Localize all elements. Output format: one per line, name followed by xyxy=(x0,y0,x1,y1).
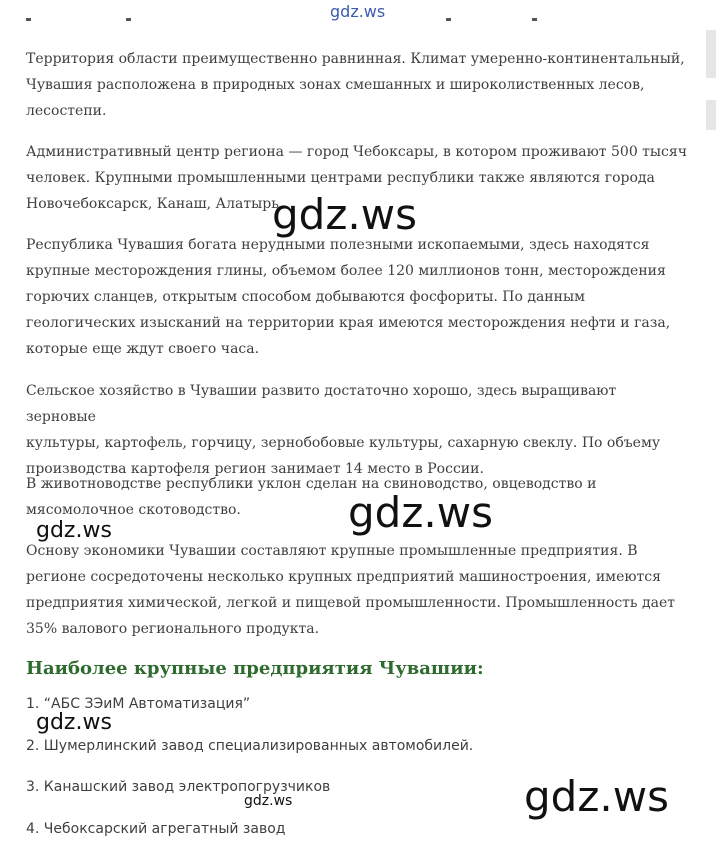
text-line: Территория области преимущественно равнинная. Климат умеренно-континентальный, xyxy=(26,51,685,67)
text-line: Сельское хозяйство в Чувашии развито достаточно хорошо, здесь выращивают зерновые xyxy=(26,383,617,425)
list-item: 4. Чебоксарский агрегатный завод xyxy=(26,821,286,837)
watermark: gdz.ws xyxy=(36,710,112,735)
text-line: предприятия химической, легкой и пищевой промышленности. Промышленность дает xyxy=(26,595,675,611)
text-line: 35% валового регионального продукта. xyxy=(26,621,320,637)
list-item: 1. “АБС ЗЭиМ Автоматизация” xyxy=(26,696,251,712)
text-line: Чувашия расположена в природных зонах смешанных и широколиственных лесов, xyxy=(26,77,645,93)
text-line: производства картофеля регион занимает 14 место в России. xyxy=(26,461,484,477)
paragraph-minerals xyxy=(26,232,688,362)
paragraph-agriculture xyxy=(26,378,688,482)
cropped-text-line xyxy=(26,18,546,24)
list-item: 2. Шумерлинский завод специализированных автомобилей. xyxy=(26,738,474,754)
watermark: gdz.ws xyxy=(524,772,669,821)
text-line: В животноводстве республики уклон сделан на свиноводство, овцеводство и xyxy=(26,476,597,492)
paragraph-terrain xyxy=(26,46,688,124)
watermark: gdz.ws xyxy=(348,488,493,537)
text-line: культуры, картофель, горчицу, зернобобовые культуры, сахарную свеклу. По объему xyxy=(26,435,661,451)
text-line: человек. Крупными промышленными центрами республики также являются города xyxy=(26,170,655,186)
text-line: геологических изысканий на территории края имеются месторождения нефти и газа, xyxy=(26,315,671,331)
text-line: мясомолочное скотоводство. xyxy=(26,502,241,518)
text-line: которые еще ждут своего часа. xyxy=(26,341,260,357)
scrollbar-fragment xyxy=(706,100,716,130)
watermark: gdz.ws xyxy=(36,518,112,543)
watermark-top: gdz.ws xyxy=(330,2,386,21)
text-line: Основу экономики Чувашии составляют крупные промышленные предприятия. В xyxy=(26,543,638,559)
text-line: Новочебоксарск, Канаш, Алатырь. xyxy=(26,196,284,212)
enterprises-heading: Наиболее крупные предприятия Чувашии: xyxy=(26,658,484,679)
watermark: gdz.ws xyxy=(244,793,293,809)
scrollbar-fragment xyxy=(706,30,716,78)
cropped-text-line xyxy=(26,856,116,866)
text-line: горючих сланцев, открытым способом добываются фосфориты. По данным xyxy=(26,289,586,305)
paragraph-economy xyxy=(26,538,688,642)
text-line: регионе сосредоточены несколько крупных предприятий машиностроения, имеются xyxy=(26,569,661,585)
text-line: крупные месторождения глины, объемом более 120 миллионов тонн, месторождения xyxy=(26,263,666,279)
text-line: лесостепи. xyxy=(26,103,107,119)
watermark: gdz.ws xyxy=(272,190,417,239)
list-item: 3. Канашский завод электропогрузчиков xyxy=(26,779,331,795)
text-line: Республика Чувашия богата нерудными полезными ископаемыми, здесь находятся xyxy=(26,237,650,253)
text-line: Административный центр региона — город Чебоксары, в котором проживают 500 тысяч xyxy=(26,144,687,160)
